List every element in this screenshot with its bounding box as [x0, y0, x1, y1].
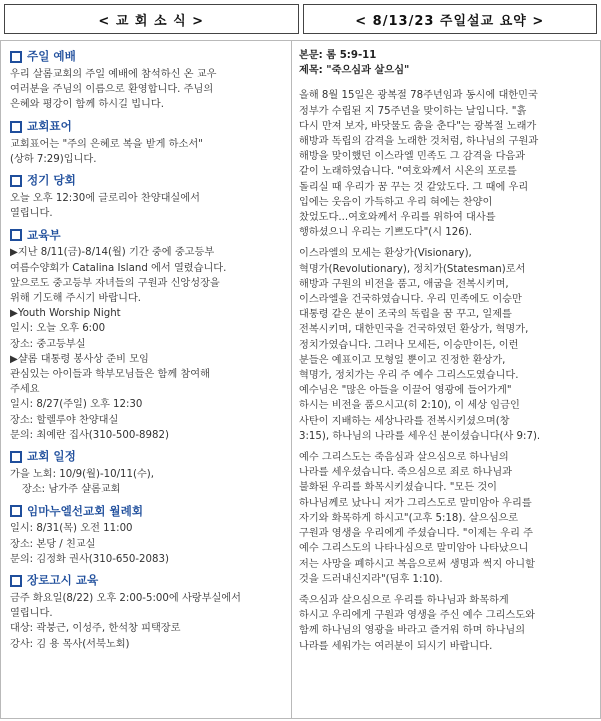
sermon-summary-title: < 8/13/23 주일설교 요약 > [303, 4, 598, 34]
section-text-line: 일시: 8/27(주일) 오후 12:30 [10, 399, 143, 411]
section-title [10, 448, 286, 466]
section-text-line: 가을 노회: 10/9(월)-10/11(수), [10, 469, 155, 481]
sermon-paragraph [299, 246, 591, 444]
sermon-text-line: 죽으심과 살으심으로 우리를 하나님과 화목하게 [299, 594, 509, 606]
section-text-line: 강사: 김 용 목사(서북노회) [10, 638, 130, 650]
section-text-line: 오늘 오후 12:30에 글로리아 찬양대실에서 [10, 193, 200, 205]
section-text-line: 주세요 [10, 384, 40, 396]
sermon-text-line: 나라를 세우셨습니다. 죽으심으로 죄로 하나님과 [299, 467, 513, 479]
sermon-text-line: 돌리실 때 우리가 꿈 꾸는 것 같았도다. 그 때에 우리 [299, 181, 529, 193]
sermon-text-line: 나라를 세워가는 여러분이 되시기 바랍니다. [299, 640, 493, 652]
sermon-text-line: 분들은 예표이고 모형일 뿐이고 진정한 환상가, [299, 354, 506, 366]
sermon-text-line: 혁명가(Revolutionary), 정치가(Statesman)로서 [299, 263, 526, 275]
section-text-line: 일시: 8/31(목) 오전 11:00 [10, 523, 133, 535]
section-text-line: 일시: 오늘 오후 6:00 [10, 323, 106, 335]
sermon-text-line: 올해 8월 15일은 광복절 78주년임과 동시에 대한민국 [299, 90, 538, 102]
section-title [10, 48, 286, 66]
square-bullet-icon [10, 175, 22, 187]
section-text-line: ▶Youth Worship Night [10, 308, 121, 320]
news-section [10, 172, 286, 221]
section-text-line: 교회표어는 "주의 은혜로 복을 받게 하소서" [10, 138, 203, 150]
header-bar [4, 4, 597, 34]
section-title-text: 주일 예배 [27, 49, 76, 64]
square-bullet-icon [10, 505, 22, 517]
news-section [10, 572, 286, 652]
sermon-text-line: 정치가였습니다. 그러나 모세든, 이승만이든, 이런 [299, 339, 519, 351]
sermon-text-line: 3:15), 하나님의 나라를 세우신 분이셨습니다(사 9:7). [299, 430, 541, 442]
sermon-text-line: 정부가 수립된 지 75주년을 맞이하는 날입니다. "흙 [299, 105, 527, 117]
news-section [10, 502, 286, 567]
square-bullet-icon [10, 451, 22, 463]
section-text-line: ▶지난 8/11(금)-8/14(월) 기간 중에 중고등부 [10, 247, 215, 259]
sermon-text-line: 함께 하나님의 영광을 바라고 즐거워 하며 하나님의 [299, 625, 526, 637]
square-bullet-icon [10, 229, 22, 241]
section-text-line: ▶샬롬 대통령 봉사상 준비 모임 [10, 353, 149, 365]
section-title [10, 572, 286, 590]
section-title [10, 502, 286, 520]
sermon-text-line: 대통령 같은 분이 조국의 독립을 꿈 꾸고, 일제를 [299, 309, 512, 321]
sermon-text-line: 행하셨으니 우리는 기쁘도다"(시 126). [299, 227, 472, 239]
section-title-text: 정기 당회 [27, 173, 76, 188]
section-title-text: 임마누엘선교회 월례회 [27, 503, 144, 518]
sermon-paragraph [299, 88, 591, 240]
sermon-text-line: 자기와 화목하게 하시고"(고후 5:18). 살으심으로 [299, 512, 519, 524]
sermon-text-line: 이스라엘을 건국하였습니다. 우리 민족에도 이승만 [299, 294, 522, 306]
sermon-text-line: 입에는 웃음이 가득하고 우리 혀에는 찬양이 [299, 196, 493, 208]
section-text-line: 앞으로도 중고등부 자녀들의 구원과 신앙성장을 [10, 277, 220, 289]
sermon-text-line: 같이 노래하였습니다. "여호와께서 시온의 포로를 [299, 166, 517, 178]
news-section [10, 48, 286, 113]
section-title-text: 교회표어 [27, 119, 72, 133]
sermon-text-line: 것을 드러내신지라"(딤후 1:10). [299, 573, 443, 585]
sermon-title: 제목: "죽으심과 살으심" [299, 65, 410, 77]
section-text-line: 문의: 김정화 권사(310-650-2083) [10, 553, 169, 565]
sermon-text-line: 혁명가, 정치가는 우리 주 예수 그리스도였습니다. [299, 370, 519, 382]
section-text-line: 우리 살롬교회의 주일 예배에 참석하신 온 교우 [10, 69, 217, 80]
section-title-text: 교회 일정 [27, 449, 76, 464]
sermon-text-line: 하시는 비전을 품으시고(히 2:10), 이 세상 임금인 [299, 400, 520, 412]
sermon-text-line: 불화된 우리를 화목시키셨습니다. "모든 것이 [299, 482, 498, 494]
sermon-text-line: 이스라엘의 모세는 환상가(Visionary), [299, 248, 472, 260]
sermon-text-line: 찼었도다...여호와께서 우리를 위하여 대사를 [299, 212, 496, 224]
section-text-line: 대상: 곽붕근, 이성주, 한석창 피택장로 [10, 623, 181, 635]
news-section [10, 118, 286, 167]
sermon-text-line: 전복시키며, 대한민국을 건국하였던 환상가, 혁명가, [299, 324, 529, 336]
sermon-text-line: 하시고 우리에게 구원과 영생을 주신 예수 그리스도와 [299, 610, 535, 622]
sermon-text-line: 해방을 맞이했던 이스라엘 민족도 그 감격을 다음과 [299, 151, 526, 163]
section-title [10, 172, 286, 190]
sermon-text-line: 하나님께로 났나니 저가 그리스도로 말미암아 우리를 [299, 497, 532, 509]
section-text-line: 여러분을 주님의 이름으로 환영합니다. 주님의 [10, 84, 214, 96]
section-text-line: 열립니다. [10, 208, 53, 220]
section-text-line: 금주 화요일(8/22) 오후 2:00-5:00에 사랑부실에서 [10, 593, 241, 605]
sermon-text-line: 사탄이 지배하는 세상나라를 전복시키셨으며(창 [299, 415, 510, 427]
section-text-line: 열립니다. [10, 608, 53, 620]
section-text-line: 장소: 중고등부실 [10, 338, 86, 350]
sermon-text-line: 해방과 구원의 비전을 품고, 애굽을 전복시키며, [299, 278, 509, 290]
section-title-text: 장로고시 교육 [27, 573, 99, 588]
news-section [10, 448, 286, 497]
square-bullet-icon [10, 575, 22, 587]
sermon-paragraph [299, 450, 591, 587]
sermon-paragraph [299, 593, 591, 654]
section-text-line: 여름수양회가 Catalina Island 에서 열렸습니다. [10, 262, 227, 274]
section-text-line: 관심있는 아이들과 학부모님들은 함께 참여해 [10, 369, 210, 381]
section-title-text: 교육부 [27, 227, 61, 242]
section-title [10, 118, 286, 136]
section-title [10, 226, 286, 244]
sermon-text-line: 해방과 독립의 감격을 노래한 것처럼, 하나님의 구원과 [299, 136, 539, 148]
scripture-reference: 본문: 롬 5:9-11 [299, 50, 377, 61]
sermon-text-line: 저는 사망을 폐하시고 복음으로써 생명과 썩지 아니할 [299, 558, 535, 570]
square-bullet-icon [10, 51, 22, 63]
sermon-text-line: 예수님은 "많은 아들을 이끌어 영광에 들어가게" [299, 385, 512, 397]
sermon-text-line: 구원과 영생을 우리에게 주셨습니다. "이제는 우리 주 [299, 528, 534, 540]
news-section [10, 226, 286, 443]
section-text-line: 장소: 본당 / 친교실 [10, 538, 96, 550]
section-text-line: 문의: 최예란 집사(310-500-8982) [10, 429, 169, 441]
church-news-title: < 교 회 소 식 > [4, 4, 299, 34]
section-text-line: 장소: 남가주 샬롬교회 [22, 484, 121, 496]
church-news-column [10, 48, 286, 657]
section-text-line: 위해 기도해 주시기 바랍니다. [10, 293, 142, 305]
section-text-line: 장소: 할렐루야 찬양대실 [10, 414, 119, 426]
square-bullet-icon [10, 121, 22, 133]
sermon-text-line: 예수 그리스도는 죽음심과 살으심으로 하나님의 [299, 452, 509, 464]
section-text-line: (상하 7:29)입니다. [10, 153, 97, 165]
column-divider [291, 40, 292, 719]
sermon-text-line: 다시 만져 보자, 바닷물도 춤을 춘다"는 광복절 노래가 [299, 120, 537, 132]
section-text-line: 은혜와 평강이 함께 하시길 빕니다. [10, 99, 164, 111]
sermon-column [299, 48, 591, 654]
sermon-text-line: 예수 그리스도의 나타나심으로 말미암아 나타났으니 [299, 543, 529, 555]
